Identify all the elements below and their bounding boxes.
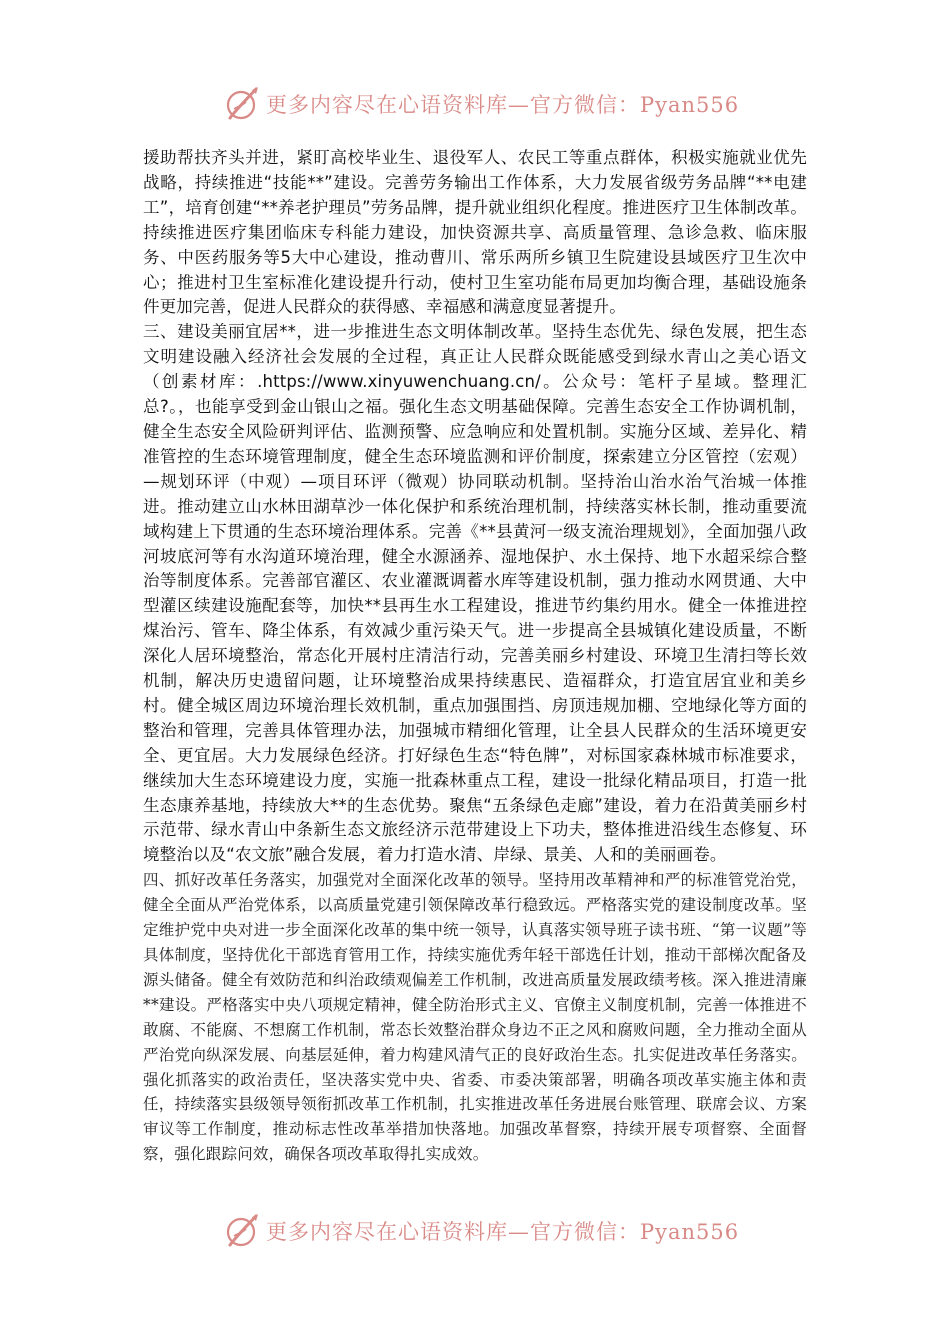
paragraph-ecology: 三、建设美丽宜居**，进一步推进生态文明体制改革。坚持生态优先、绿色发展，把生态文明建设融入经济社会发展的全过程，真正让人民群众既能感受到绿水青山之美心语文（创素材库：.https://www.xinyuwenchuang.cn/。公众号：笔杆子星域。整理汇总?。，也能享受到金山银山之福。强化生态文明基础保障。完善生态安全工作协调机制，健全生态安全风险研判评估、监测预警、应急响应和处置机制。实施分区域、差异化、精准管控的生态环境管理制度，健全生态环境监测和评价制度，探索建立分区管控（宏观）—规划环评（中观）—项目环评（微观）协同联动机制。坚持治山治水治气治城一体推进。推动建立山水林田湖草沙一体化保护和系统治理机制，持续落实林长制，推动重要流域构建上下贯通的生态环境治理体系。完善《**县黄河一级支流治理规划》，全面加强八政河坡底河等有水沟道环境治理，健全水源涵养、湿地保护、水土保持、地下水超采综合整治等制度体系。完善部官灌区、农业灌溉调蓄水库等建设机制，强力推动水网贯通、大中型灌区续建设施配套等，加快**县再生水工程建设，推进节约集约用水。健全一体推进控煤治污、管车、降尘体系，有效减少重污染天气。进一步提高全县城镇化建设质量，不断深化人居环境整治，常态化开展村庄清洁行动，完善美丽乡村建设、环境卫生清扫等长效机制，解决历史遗留问题，让环境整治成果持续惠民、造福群众，打造宜居宜业和美乡村。健全城区周边环境治理长效机制，重点加强围挡、房顶违规加棚、空地绿化等方面的整治和管理，完善具体管理办法，加强城市精细化管理，让全县人民群众的生活环境更安全、更宜居。大力发展绿色经济。打好绿色生态“特色牌”，对标国家森林城市标准要求，继续加大生态环境建设力度，实施一批森林重点工程，建设一批绿化精品项目，打造一批生态康养基地，持续放大**的生态优势。聚焦“五条绿色走廊”建设，着力在沿黄美丽乡村示范带、绿水青山中条新生态文旅经济示范带建设上下功夫，整体推进沿线生态修复、环境整治以及“农文旅”融合发展，着力打造水清、岸绿、景美、人和的美丽画卷。 [143,322,807,865]
header-banner [222,84,742,124]
paragraph-employment-health: 援助帮扶齐头并进，紧盯高校毕业生、退役军人、农民工等重点群体，积极实施就业优先战略，持续推进“技能**”建设。完善劳务输出工作体系，大力发展省级劳务品牌“**电建工”，培育创建“**养老护理员”劳务品牌，提升就业组织化程度。推进医疗卫生体制改革。持续推进医疗集团临床专科能力建设，加快资源共享、高质量管理、急诊急救、临床服务、中医药服务等5大中心建设，推动曹川、常乐两所乡镇卫生院建设县域医疗卫生次中心；推进村卫生室标准化建设提升行动，使村卫生室功能布局更加均衡合理，基础设施条件更加完善，促进人民群众的获得感、幸福感和满意度显著提升。 [143,148,807,317]
pen-logo-icon [222,84,262,124]
header-banner-text: 更多内容尽在心语资料库—官方微信：Pyan556 [266,93,740,117]
footer-banner [222,1211,742,1251]
footer-banner-text: 更多内容尽在心语资料库—官方微信：Pyan556 [266,1220,740,1244]
paragraph-reform: 四、抓好改革任务落实，加强党对全面深化改革的领导。坚持用改革精神和严的标准管党治党，健全全面从严治党体系，以高质量党建引领保障改革行稳致远。严格落实党的建设制度改革。坚定维护党中央对进一步全面深化改革的集中统一领导，认真落实领导班子读书班、“第一议题”等具体制度，坚持优化干部选育管用工作，持续实施优秀年轻干部选任计划，推动干部梯次配备及源头储备。健全有效防范和纠治政绩观偏差工作机制，改进高质量发展政绩考核。深入推进清廉**建设。严格落实中央八项规定精神，健全防治形式主义、官僚主义制度机制，完善一体推进不敢腐、不能腐、不想腐工作机制，常态长效整治群众身边不正之风和腐败问题，全力推动全面从严治党向纵深发展、向基层延伸，着力构建风清气正的良好政治生态。扎实促进改革任务落实。强化抓落实的政治责任，坚决落实党中央、省委、市委决策部署，明确各项改革实施主体和责任，持续落实县级领导领衔抓改革工作机制，扎实推进改革任务进展台账管理、联席会议、方案审议等工作制度，推动标志性改革举措加快落地。加强改革督察，持续开展专项督察、全面督察，强化跟踪问效，确保各项改革取得扎实成效。 [143,871,807,1164]
pen-logo-icon [222,1211,262,1251]
body-text [143,146,807,1167]
